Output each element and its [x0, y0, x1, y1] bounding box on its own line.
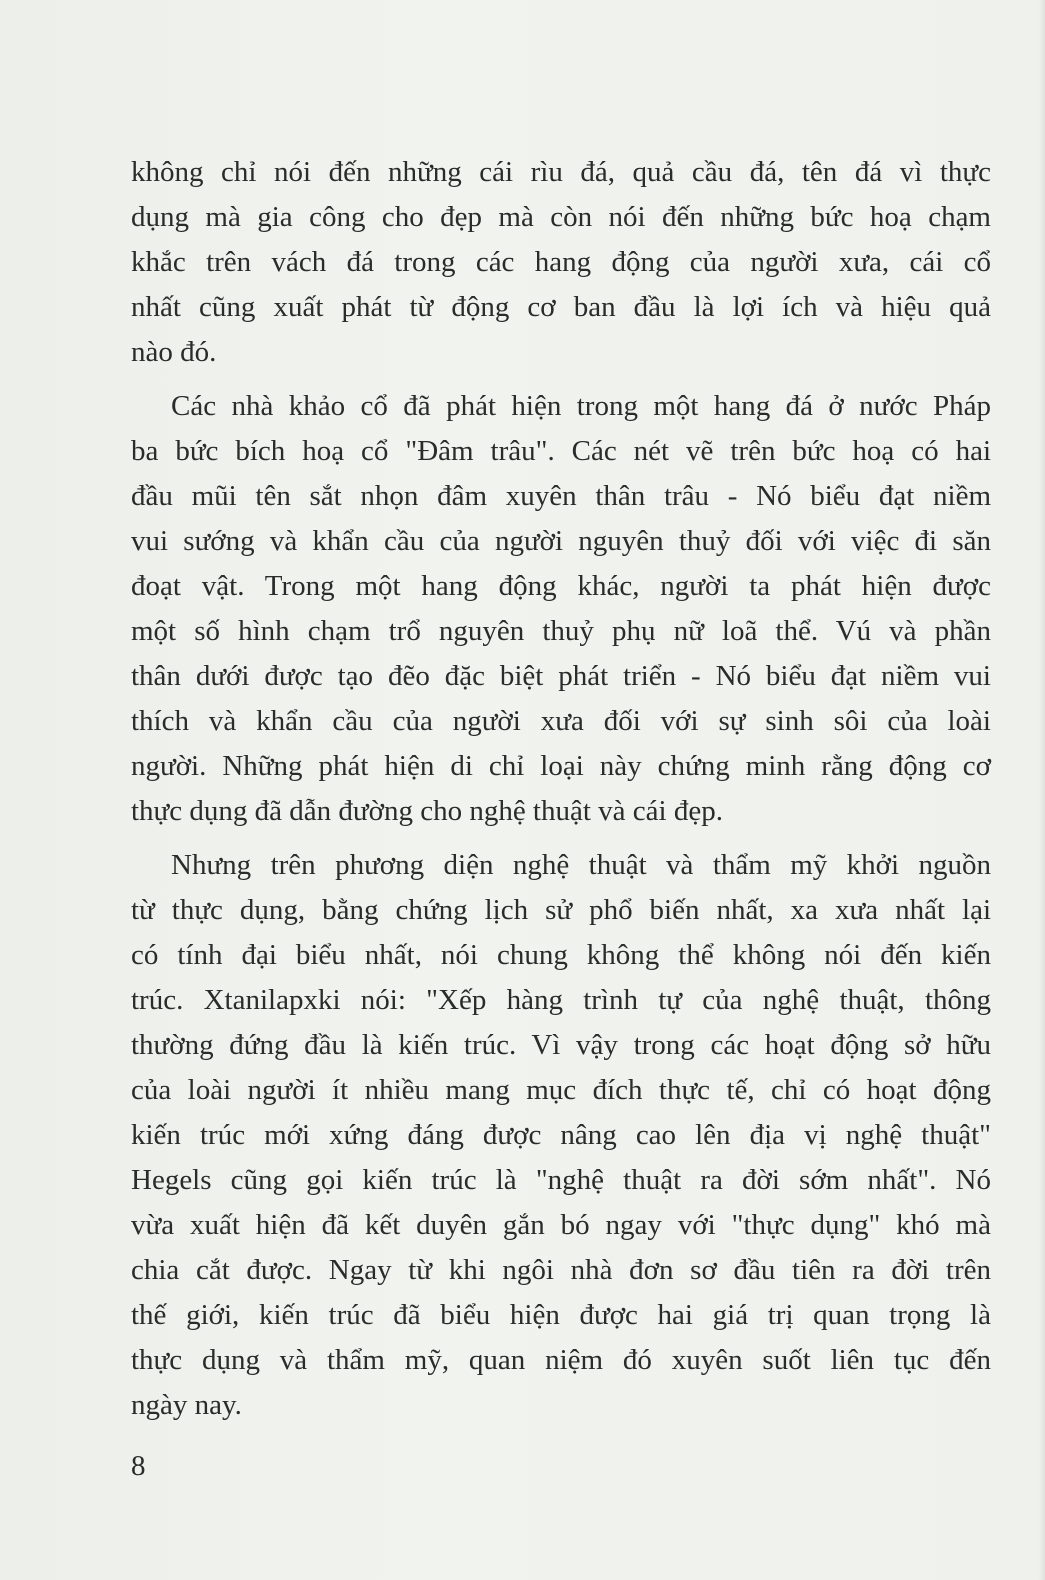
page-edge-shadow: [1039, 0, 1045, 1580]
text-line: Nhưng trên phương diện nghệ thuật và thẩm mỹ khởi nguồn: [171, 849, 991, 881]
paragraph-1: [131, 150, 991, 375]
text-line: Các nhà khảo cổ đã phát hiện trong một hang đá ở nước Pháp: [171, 390, 991, 422]
text-line: nào đó.: [131, 336, 217, 368]
text-line: người. Những phát hiện di chỉ loại này chứng minh rằng động cơ: [131, 750, 991, 782]
text-line: chia cắt được. Ngay từ khi ngôi nhà đơn sơ đầu tiên ra đời trên: [131, 1254, 991, 1286]
page-number: 8: [131, 1450, 146, 1482]
text-line: khắc trên vách đá trong các hang động của người xưa, cái cổ: [131, 246, 991, 278]
text-line: một số hình chạm trổ nguyên thuỷ phụ nữ loã thể. Vú và phần: [131, 615, 991, 647]
paragraph-2: [131, 384, 991, 834]
text-line: không chỉ nói đến những cái rìu đá, quả cầu đá, tên đá vì thực: [131, 156, 991, 188]
text-line: thực dụng và thẩm mỹ, quan niệm đó xuyên suốt liên tục đến: [131, 1344, 991, 1376]
text-line: thân dưới được tạo đẽo đặc biệt phát triển - Nó biểu đạt niềm vui: [131, 660, 991, 692]
text-line: đoạt vật. Trong một hang động khác, người ta phát hiện được: [131, 570, 991, 602]
paragraph-3: [131, 843, 991, 1428]
text-line: vừa xuất hiện đã kết duyên gắn bó ngay với "thực dụng" khó mà: [131, 1209, 991, 1241]
text-line: ba bức bích hoạ cổ "Đâm trâu". Các nét vẽ trên bức hoạ có hai: [131, 435, 991, 467]
text-line: đầu mũi tên sắt nhọn đâm xuyên thân trâu - Nó biểu đạt niềm: [131, 480, 991, 512]
text-line: thế giới, kiến trúc đã biểu hiện được hai giá trị quan trọng là: [131, 1299, 991, 1331]
text-line: vui sướng và khẩn cầu của người nguyên thuỷ đối với việc đi săn: [131, 525, 991, 557]
text-line: của loài người ít nhiều mang mục đích thực tế, chỉ có hoạt động: [131, 1074, 991, 1106]
text-line: kiến trúc mới xứng đáng được nâng cao lên địa vị nghệ thuật": [131, 1119, 991, 1151]
text-line: Hegels cũng gọi kiến trúc là "nghệ thuật ra đời sớm nhất". Nó: [131, 1164, 991, 1196]
text-line: thích và khẩn cầu của người xưa đối với sự sinh sôi của loài: [131, 705, 991, 737]
text-line: thực dụng đã dẫn đường cho nghệ thuật và cái đẹp.: [131, 795, 723, 827]
text-line: trúc. Xtanilapxki nói: "Xếp hàng trình tự của nghệ thuật, thông: [131, 984, 991, 1016]
text-line: từ thực dụng, bằng chứng lịch sử phổ biến nhất, xa xưa nhất lại: [131, 894, 991, 926]
text-line: nhất cũng xuất phát từ động cơ ban đầu là lợi ích và hiệu quả: [131, 291, 991, 323]
body-text: [131, 150, 991, 1437]
text-line: dụng mà gia công cho đẹp mà còn nói đến những bức hoạ chạm: [131, 201, 991, 233]
text-line: ngày nay.: [131, 1389, 242, 1421]
text-line: có tính đại biểu nhất, nói chung không thể không nói đến kiến: [131, 939, 991, 971]
text-line: thường đứng đầu là kiến trúc. Vì vậy trong các hoạt động sở hữu: [131, 1029, 991, 1061]
